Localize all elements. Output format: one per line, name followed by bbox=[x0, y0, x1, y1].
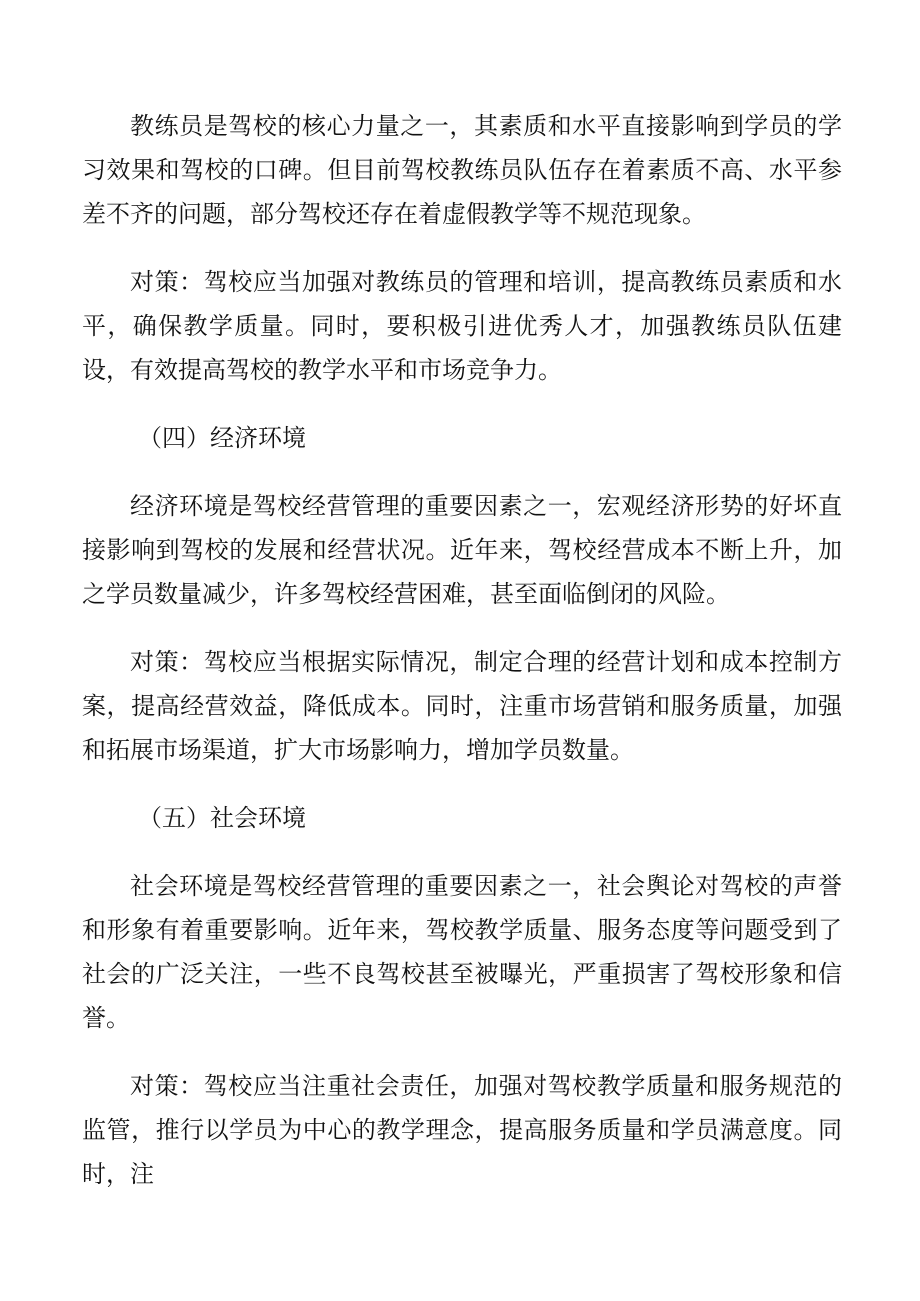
section-heading-economic-environment: （四）经济环境 bbox=[138, 424, 306, 452]
section-heading-social-environment: （五）社会环境 bbox=[138, 804, 306, 832]
paragraph-instructor-countermeasure: 对策：驾校应当加强对教练员的管理和培训，提高教练员素质和水平，确保教学质量。同时，要积极引进优秀人才，加强教练员队伍建设，有效提高驾校的教学水平和市场竞争力。 bbox=[82, 268, 842, 384]
paragraph-economic-issue: 经济环境是驾校经营管理的重要因素之一，宏观经济形势的好坏直接影响到驾校的发展和经营状况。近年来，驾校经营成本不断上升，加之学员数量减少，许多驾校经营困难，甚至面临倒闭的风险。 bbox=[82, 492, 842, 608]
paragraph-economic-countermeasure: 对策：驾校应当根据实际情况，制定合理的经营计划和成本控制方案，提高经营效益，降低成本。同时，注重市场营销和服务质量，加强和拓展市场渠道，扩大市场影响力，增加学员数量。 bbox=[82, 648, 842, 764]
paragraph-social-countermeasure: 对策：驾校应当注重社会责任，加强对驾校教学质量和服务规范的监管，推行以学员为中心的教学理念，提高服务质量和学员满意度。同时，注 bbox=[82, 1072, 842, 1188]
document-body bbox=[82, 104, 842, 1220]
paragraph-social-issue: 社会环境是驾校经营管理的重要因素之一，社会舆论对驾校的声誉和形象有着重要影响。近年来，驾校教学质量、服务态度等问题受到了社会的广泛关注，一些不良驾校甚至被曝光，严重损害了驾校形象和信誉。 bbox=[82, 872, 842, 1032]
paragraph-instructor-issue: 教练员是驾校的核心力量之一，其素质和水平直接影响到学员的学习效果和驾校的口碑。但目前驾校教练员队伍存在着素质不高、水平参差不齐的问题，部分驾校还存在着虚假教学等不规范现象。 bbox=[82, 112, 842, 228]
